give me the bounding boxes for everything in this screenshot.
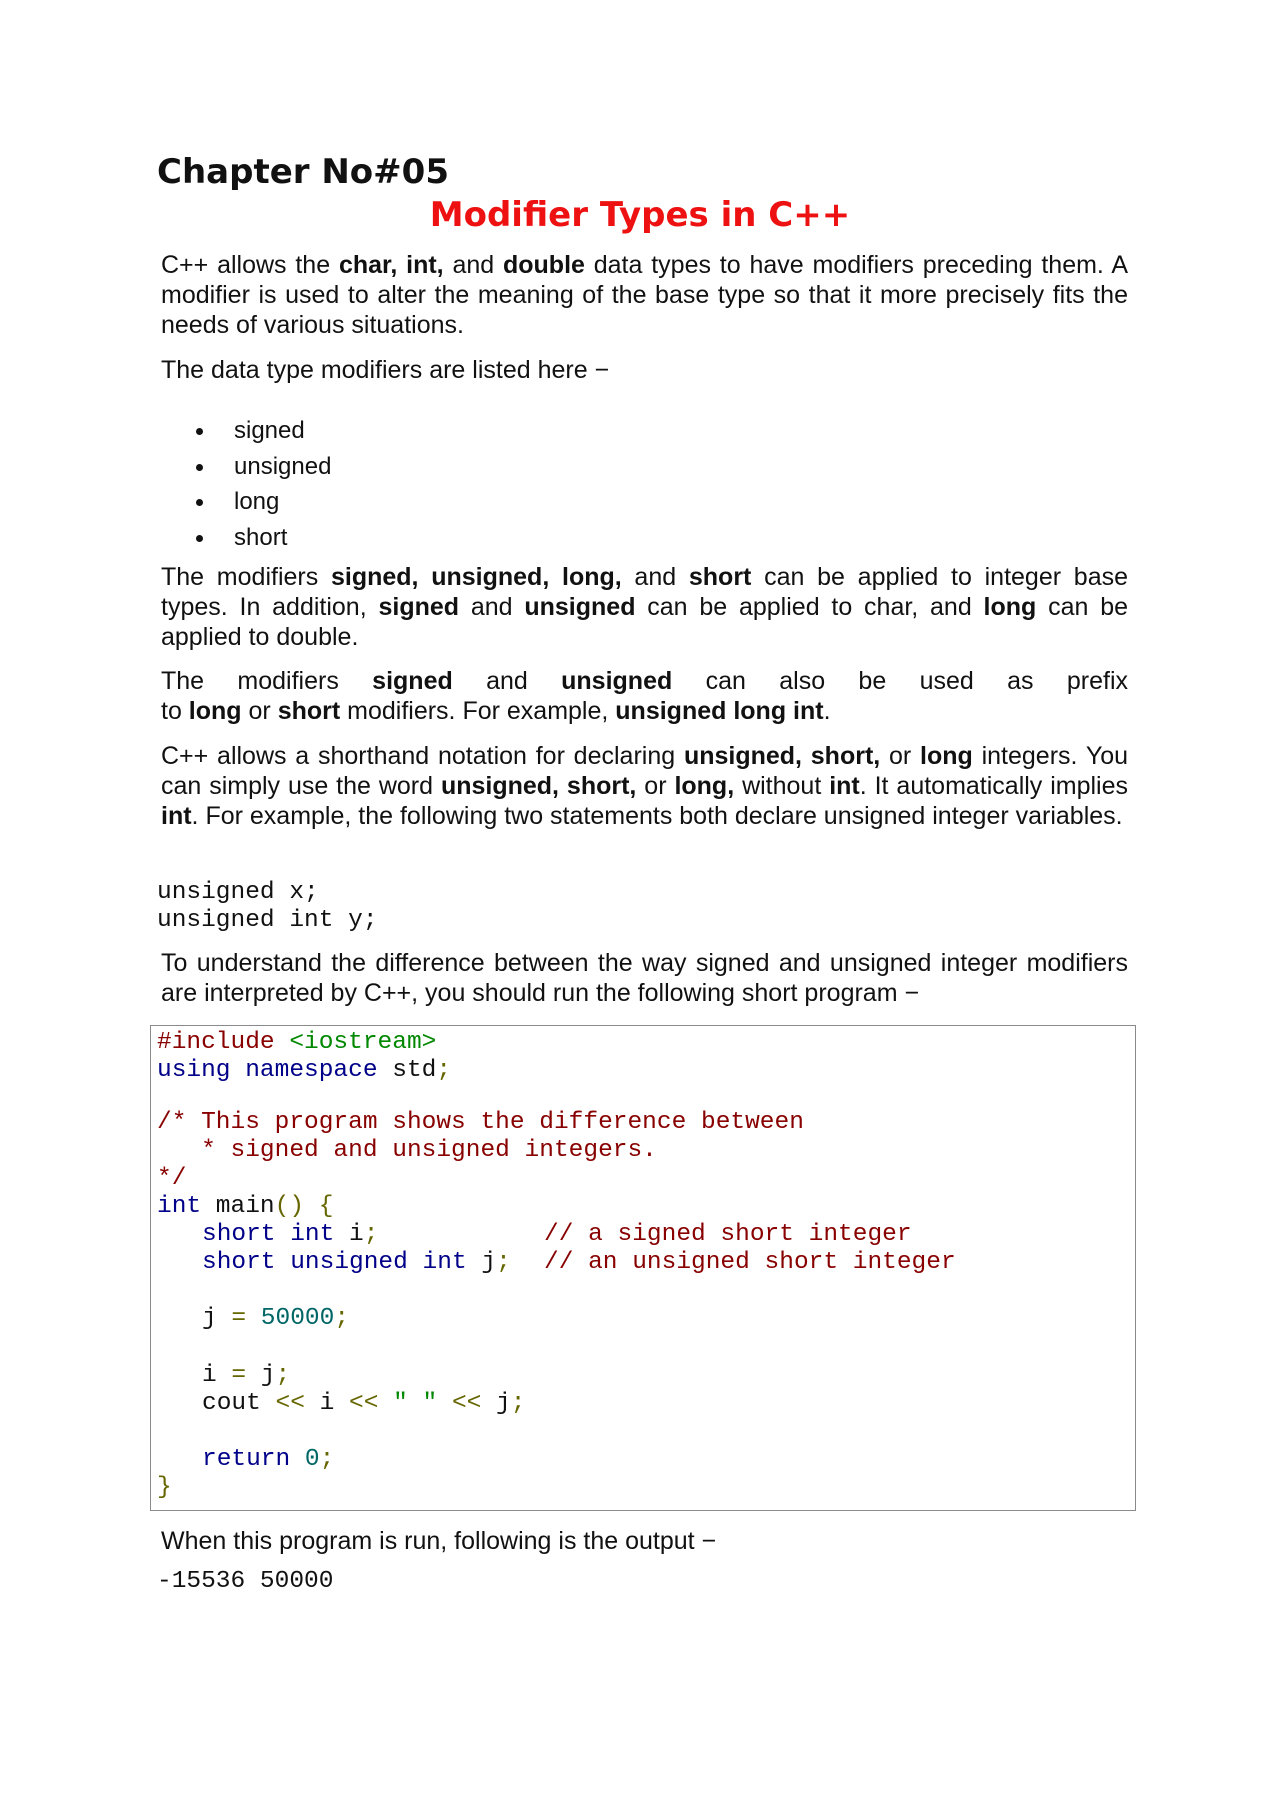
code-comment: * signed and unsigned integers. [157,1137,657,1164]
code-line: #include <iostream> [157,1029,437,1056]
modifiers-apply-paragraph: The modifiers signed, unsigned, long, and short can be applied to integer base types. In addition, signed and unsigned can be applied to char, and long can be applied to double. [161,563,1129,651]
code-line: short unsigned int j; [202,1249,511,1276]
list-intro: The data type modifiers are listed here − [161,356,610,384]
code-comment: // an unsigned short integer [544,1249,956,1276]
shorthand-paragraph: C++ allows a shorthand notation for declaring unsigned, short, or long integers. You can simply use the word unsigned, short, or long, without int. It automatically implies int. For example, the following two statements both declare unsigned integer variables. [161,742,1129,830]
prefix-line-2: to long or short modifiers. For example, unsigned long int. [161,697,831,725]
code-line: } [157,1474,172,1501]
list-item: signed [161,413,331,449]
code-line: i = j; [202,1362,291,1389]
list-item: long [161,484,331,520]
list-item: short [161,520,331,556]
prefix-paragraph [161,666,1128,726]
understand-paragraph: To understand the difference between the way signed and unsigned integer modifiers are interpreted by C++, you should run the following short program − [161,949,1128,1007]
code-comment: /* This program shows the difference between [157,1109,804,1136]
code-line: return 0; [202,1446,335,1473]
code-line: j = 50000; [202,1305,350,1332]
list-item: unsigned [161,449,331,485]
code-line: using namespace std; [157,1057,452,1084]
code-line: unsigned int y; [157,907,378,934]
intro-paragraph: C++ allows the char, int, and double data types to have modifiers preceding them. A modifier is used to alter the meaning of the base type so that it more precisely fits the needs of various situations. [161,251,1128,339]
output-intro: When this program is run, following is the output − [161,1527,717,1555]
code-line: int main() { [157,1193,334,1220]
declaration-code [157,879,378,935]
prefix-line-1: The modifiers signed and unsigned can also be used as prefix [161,667,1128,695]
code-comment: */ [157,1165,187,1192]
code-comment: // a signed short integer [544,1221,912,1248]
code-line: unsigned x; [157,879,319,906]
program-output: -15536 50000 [157,1568,334,1595]
code-line: short int i; [202,1221,379,1248]
modifier-list [161,413,331,555]
code-block [150,1025,1136,1511]
code-line: cout << i << " " << j; [202,1390,526,1417]
chapter-heading: Chapter No#05 [157,152,449,192]
page-title: Modifier Types in C++ [429,195,851,235]
